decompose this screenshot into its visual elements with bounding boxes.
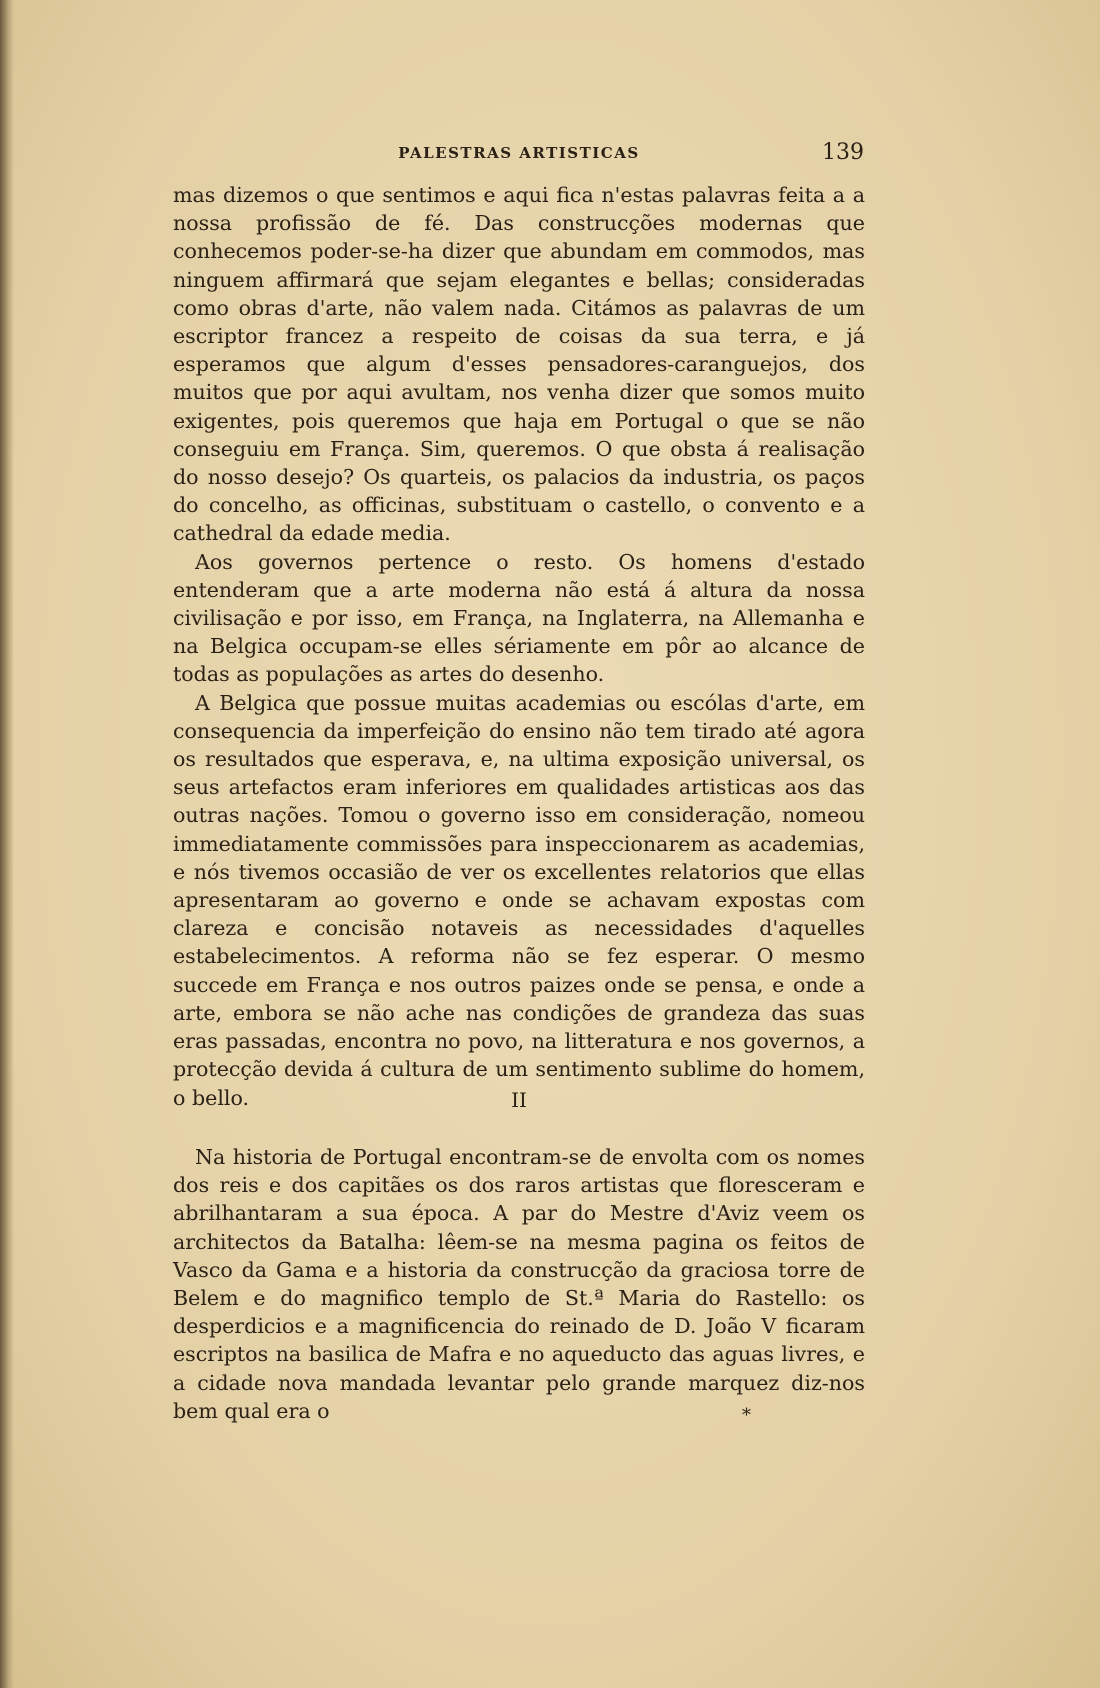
page-edge-shadow xyxy=(0,0,14,1688)
page-number: 139 xyxy=(822,140,864,165)
section-heading: II xyxy=(511,1088,527,1112)
paragraph: Na historia de Portugal encontram-se de envolta com os nomes dos reis e dos capitães os dos raros artistas que floresceram e abrilhantaram a sua época. A par do Mestre d'Aviz veem os architectos da Batalha: lêem-se na mesma pagina os feitos de Vasco da Gama e a historia da construcção da graciosa torre de Belem e do magnifico templo de St.ª Maria do Rastello: os desperdicios e a magnificencia do reinado de D. João V ficaram escriptos na basilica de Mafra e no aqueducto das aguas livres, e a cidade nova mandada levantar pelo grande marquez diz-nos bem qual era o xyxy=(173,1145,865,1423)
paragraph: Aos governos pertence o resto. Os homens d'estado entenderam que a arte moderna não está á altura da nossa civilisação e por isso, em França, na Inglaterra, na Allemanha e na Belgica occupam-se elles sériamente em pôr ao alcance de todas as populações as artes do desenho. xyxy=(173,549,865,687)
paragraph: mas dizemos o que sentimos e aqui fica n'estas palavras feita a a nossa profissão de fé. Das construcções modernas que conhecemos poder-se-ha dizer que abundam em commodos, mas ninguem affirmará que sejam elegantes e bellas; consideradas como obras d'arte, não valem nada. Citámos as palavras de um escriptor francez a respeito de coisas da sua terra, e já esperamos que algum d'esses pensadores-caranguejos, dos muitos que por aqui avultam, nos venha dizer que somos muito exigentes, pois queremos que haja em Portugal o que se não conseguiu em França. Sim, queremos. O que obsta á realisação do nosso desejo? Os quarteis, os palacios da industria, os paços do concelho, as officinas, substituam o castello, o convento e a cathedral da edade media. xyxy=(173,183,865,546)
signature-mark: * xyxy=(742,1405,751,1426)
running-title: PALESTRAS ARTISTICAS xyxy=(398,144,640,162)
section-body-text xyxy=(173,1143,865,1425)
body-text xyxy=(173,181,865,1112)
running-head xyxy=(174,140,864,170)
paragraph: A Belgica que possue muitas academias ou escólas d'arte, em consequencia da imperfeição do ensino não tem tirado até agora os resultados que esperava, e, na ultima exposição universal, os seus artefactos eram inferiores em qualidades artisticas aos das outras nações. Tomou o governo isso em consideração, nomeou immediatamente commissões para inspeccionarem as academias, e nós tivemos occasião de ver os excellentes relatorios que ellas apresentaram ao governo e onde se achavam expostas com clareza e concisão notaveis as necessidades d'aquelles estabelecimentos. A reforma não se fez esperar. O mesmo succede em França e nos outros paizes onde se pensa, e onde a arte, embora se não ache nas condições de grandeza das suas eras passadas, encontra no povo, na litteratura e nos governos, a protecção devida á cultura de um sentimento sublime do homem, o bello. xyxy=(173,690,865,1110)
